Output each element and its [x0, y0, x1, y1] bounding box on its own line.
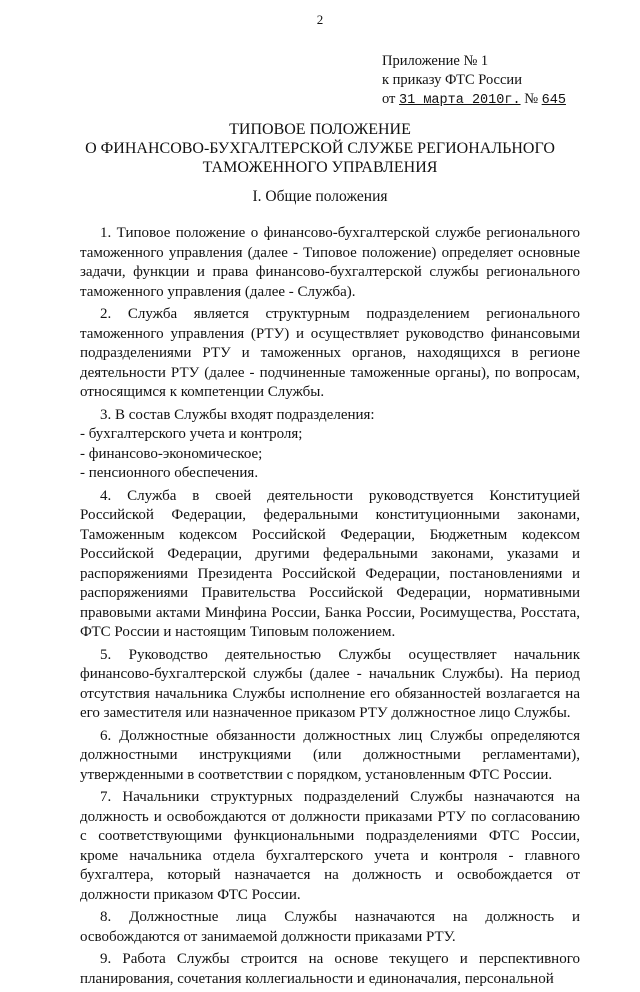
- title-line1: ТИПОВОЕ ПОЛОЖЕНИЕ: [229, 121, 411, 138]
- document-body: [80, 224, 580, 992]
- paragraph-7: 7. Начальники структурных подразделений Службы назначаются на должность и освобождаются от должности приказами РТУ по согласованию с соответствующими функциональными подразделениями ФТС России, кроме начальника отдела бухгалтерского учета и контроля - главного бухгалтера, который назначается на должность и освобождается от должности приказом ФТС России.: [80, 789, 580, 903]
- section-heading: I. Общие положения: [252, 188, 388, 205]
- order-date: 31 марта 2010г.: [399, 93, 521, 108]
- paragraph-9: 9. Работа Службы строится на основе текущего и перспективного планирования, сочетания коллегиальности и единоначалия, персональной: [80, 951, 580, 987]
- list-item: - бухгалтерского учета и контроля;: [80, 426, 303, 442]
- paragraph-8: 8. Должностные лица Службы назначаются на должность и освобождаются от занимаемой должности приказами РТУ.: [80, 909, 580, 945]
- title-line2: О ФИНАНСОВО-БУХГАЛТЕРСКОЙ СЛУЖБЕ РЕГИОНАЛЬНОГО: [85, 140, 555, 157]
- subdivisions-list: [80, 425, 580, 484]
- title-line3: ТАМОЖЕННОГО УПРАВЛЕНИЯ: [202, 159, 438, 176]
- list-item: - пенсионного обеспечения.: [80, 465, 259, 481]
- attachment-line1: Приложение № 1: [382, 53, 489, 69]
- page-number: 2: [316, 12, 324, 27]
- attachment-line3: [382, 90, 566, 110]
- attachment-prefix: от: [382, 91, 396, 107]
- paragraph-6: 6. Должностные обязанности должностных лиц Службы определяются должностными инструкциями (или должностными регламентами), утвержденными в соответствии с порядком, установленным ФТС России.: [80, 727, 580, 783]
- paragraph-4: 4. Служба в своей деятельности руководствуется Конституцией Российской Федерации, федеральными конституционными законами, Таможенным кодексом Российской Федерации, Бюджетным кодексом Российской Федерации, другими федеральными законами, указами и распоряжениями Президента Российской Федерации, постановлениями и распоряжениями Правительства Российской Федерации, нормативными правовыми актами Минфина России, Банка России, Росимущества, Росстата, ФТС России и настоящим Типовым положением.: [80, 487, 580, 640]
- order-number: 645: [541, 93, 566, 108]
- document-title: [40, 120, 600, 177]
- paragraph-2: 2. Служба является структурным подразделением регионального таможенного управления (РТУ) и осуществляет руководство финансовыми подразделениями РТУ и таможенных органов, находящихся в регионе деятельности РТУ (далее - подчиненные таможенные органы), по вопросам, относящимся к компетенции Службы.: [80, 306, 580, 400]
- list-item: - финансово-экономическое;: [80, 445, 263, 462]
- attachment-block: [382, 52, 566, 110]
- number-sign: №: [524, 91, 539, 107]
- paragraph-5: 5. Руководство деятельностью Службы осуществляет начальник финансово-бухгалтерской службы (далее - начальник Службы). На период отсутствия начальника Службы исполнение его обязанностей возлагается на его заместителя или назначенное приказом РТУ должностное лицо Службы.: [80, 646, 580, 721]
- paragraph-1: 1. Типовое положение о финансово-бухгалтерской службе регионального таможенного управления (далее - Типовое положение) определяет основные задачи, функции и права финансово-бухгалтерской службы регионального таможенного управления (далее - Служба).: [80, 225, 580, 300]
- attachment-line2: к приказу ФТС России: [382, 72, 522, 88]
- paragraph-3: 3. В состав Службы входят подразделения:: [100, 406, 375, 423]
